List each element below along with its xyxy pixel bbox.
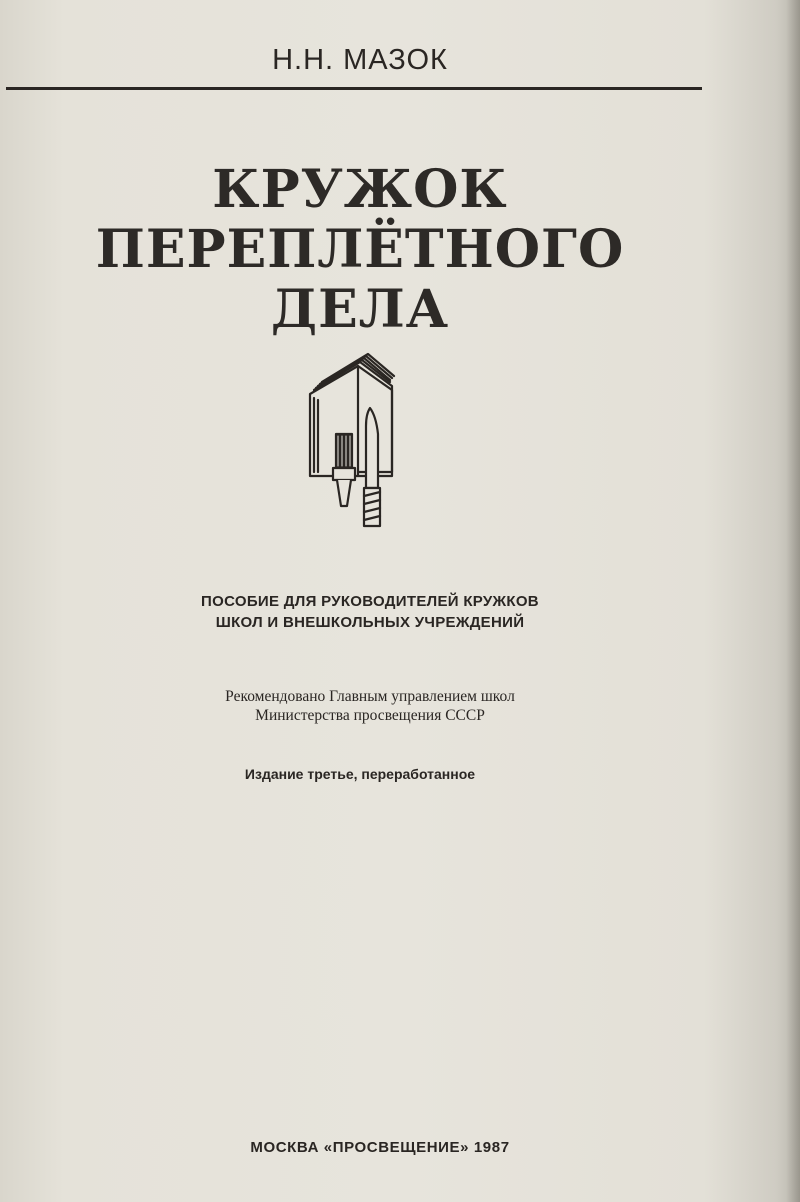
author-divider xyxy=(6,87,702,90)
author-name: Н.Н. МАЗОК xyxy=(272,44,448,76)
publisher-imprint: МОСКВА «ПРОСВЕЩЕНИЕ» 1987 xyxy=(250,1139,510,1156)
recommendation-line-1: Рекомендовано Главным управлением школ xyxy=(225,688,515,705)
book-title-line-2: ПЕРЕПЛЁТНОГО xyxy=(95,219,625,280)
book-brush-knife-icon xyxy=(300,350,410,540)
book-title-line-1: КРУЖОК xyxy=(212,159,508,220)
page-edge-shadow xyxy=(786,0,800,1202)
subtitle-line-2: ШКОЛ И ВНЕШКОЛЬНЫХ УЧРЕЖДЕНИЙ xyxy=(215,614,525,631)
book-title-line-3: ДЕЛА xyxy=(270,279,450,340)
recommendation-line-2: Министерства просвещения СССР xyxy=(255,707,485,724)
edition-note: Издание третье, переработанное xyxy=(244,766,476,782)
subtitle-line-1: ПОСОБИЕ ДЛЯ РУКОВОДИТЕЛЕЙ КРУЖКОВ xyxy=(201,593,539,610)
